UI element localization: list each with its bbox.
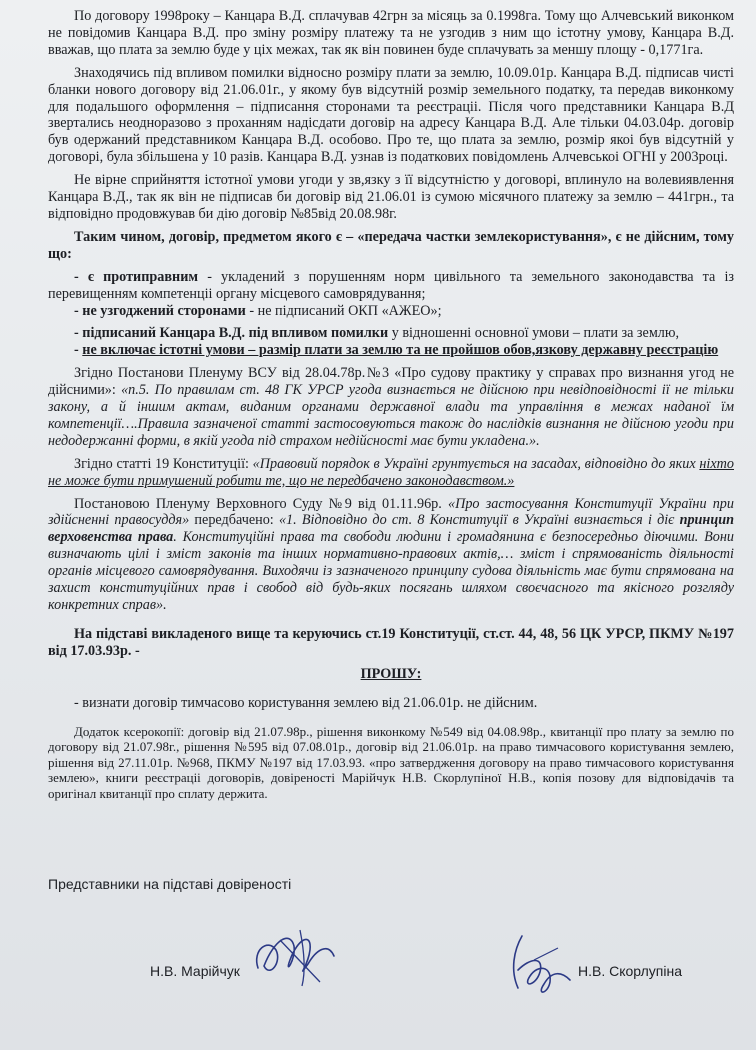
bullet-no-registration-text: не включає істотні умови – размір плати за землю та не пройшов обов,язкову державну реєстрацію (82, 342, 719, 359)
plenum-9-lead: Постановою Пленуму Верховного Суду №9 від 01.11.96р. (74, 495, 448, 512)
constitution-quote-underlined: ніхто не може бути примушений робити те, що не передбачено законодавством.» (48, 455, 734, 489)
plenum-9-rule-of-law: принцип верховенства права (48, 512, 734, 546)
paragraph-error-influence: Знаходячись під впливом помилки відносно розміру плати за землю, 10.09.01р. Канцара В.Д. підписав чисті бланки нового договору від 21.06.01г., у якому був відсутній розмір земельного податку, та передав виконкому для подальшого оформлення – підписання сторонами та реєстраціі. Після чого представники Канцара В.Д звертались неодноразово з проханням надісдати договір на адресу Канцара В.Д. Але тільки 04.03.04р. договір був одержаний представником Канцара В.Д. особово. Про те, що плата за землю, розмір якоі був відсутній у договорі, була збільшена у 10 разів. Канцара В.Д. узнав із податкових повідомлень Алчевськоі ОГНІ у 2003році. (48, 64, 734, 166)
bullet-signed-by-error-bold: - підписаний Канцара В.Д. під впливом помилки (74, 325, 389, 342)
constitution-quote: «Правовий порядок в Україні грунтується на засадах, відповідно до яких (252, 455, 700, 472)
bullet-unlawful (48, 269, 734, 303)
request-item: - визнати договір тимчасово користування землею від 21.06.01р. не дійсним. (74, 694, 538, 711)
plenum-9-quote-a: «1. Відповідно до ст. 8 Конституції в Україні визнається і діє (278, 512, 680, 529)
signature-row (0, 955, 756, 995)
attachments-list: Додаток ксерокопії: договір від 21.07.98р., рішення виконкому №549 від 04.08.98р., квитанції про плату за землю по договору від 21.07.98г., рішення №595 від 07.08.01р., договір від 21.06.01р. на право тимчасового користування землею, рішення від 27.11.01р. №968, ПКМУ №197 від 17.03.93. «про затвердження договору на право тимчасового користування землею», книги реєстраціі договорів, довіреності Марійчук Н.В. Скорлупіної Н.В., копія позову для відповідачів та оригінал квитанції про сплату держита. (48, 723, 734, 801)
signatory-right-name: Н.В. Скорлупіна (578, 963, 682, 979)
bullet-unlawful-bold: - є протиправним (74, 268, 199, 285)
paragraph-plenum-resolution-9 (48, 496, 734, 614)
bullet-not-agreed-text: - не підписаний ОКП «АЖЕО»; (245, 302, 442, 319)
request-title: ПРОШУ: (360, 665, 422, 682)
plenum-3-lead: Згідно Постанови Пленуму ВСУ від 28.04.78р.№3 «Про судову практику у справах про визнання угод не дійсними»: (48, 365, 734, 399)
representatives-label: Представники на підставі довіреності (48, 876, 292, 892)
paragraph-grounds: На підставі викладеного вище та керуючись ст.19 Конституції, ст.ст. 44, 48, 56 ЦК УРСР, ПКМУ №197 від 17.03.93р. - (48, 625, 734, 659)
bullet-signed-by-error (48, 325, 734, 342)
paragraph-constitution-art19 (48, 456, 734, 490)
plenum-9-mid: передбачено: (189, 512, 279, 529)
bullet-signed-by-error-text: у відношенні основної умови – плати за землю, (388, 325, 680, 342)
bullet-no-registration-dash: - (74, 342, 83, 359)
bullet-not-agreed-bold: - не узгоджений сторонами (74, 302, 246, 319)
paragraph-contract-1998: По договору 1998року – Канцара В.Д. сплачував 42грн за місяць за 0.1998га. Тому що Алчевський виконком не повідомив Канцара В.Д. про зміну розміру платежу та не узгодив з ним що істотну умову, Канцара В.Д. вважав, що плата за землю буде у ціх межах, так як він повинен буде сплачувать за меншу площу - 0,1771га. (48, 8, 734, 58)
bullet-not-agreed (48, 303, 734, 320)
plenum-9-title: «Про застосування Конституції України при здійсненні правосуддя» (48, 495, 734, 529)
constitution-lead: Згідно статті 19 Конституції: (74, 455, 253, 472)
plenum-9-quote-b: . Конституційні права та свободи людини і громадянина є безпосередньо діючими. Вони визначають цілі і зміст законів та інших нормативно-правових актів,… зміст і спрямованість діяльності органів місцевого самоврядування. Виходячи із зазначеного принципу судова діяльність має бути спрямована на захист конституційних прав і свобод від будь-яких посягань шляхом своєчасного та якісного розгляду конкретних справ». (48, 529, 734, 613)
plenum-3-quote: «п.5. По правилам ст. 48 ГК УРСР угода визнається не дійсною при невідповідності ії не тільки закону, а й іншим актам, виданим органами державної влади та управління в межах наданої їм компетенції….Правила зазначеної статті застосовуються також до наслідків визнання не дійсною угоди при недодержанні форми, в якій угода під страхом недійсності має бути укладена.». (48, 382, 735, 449)
bullet-unlawful-text: - укладений з порушенням норм цивільного та земельного законодавства та із перевищенням компетенціі органу місцевого самоврядування; (48, 268, 734, 302)
bullet-no-registration (48, 342, 734, 359)
signatory-left-name: Н.В. Марійчук (150, 963, 240, 979)
paragraph-conclusion-lead: Таким чином, договір, предметом якого є – «передача частки землекористування», є не дійсним, тому що: (48, 228, 734, 262)
paragraph-essential-terms: Не вірне сприйняття істотної умови угоди у зв,язку з її відсутністю у договорі, вплинуло на волевиявлення Канцара В.Д., так як він не підписав би договір від 21.06.01 із сумою місячного платежу за землю – 441грн., та відповідно продовжував би дію договір №85від 20.08.98г. (48, 172, 734, 222)
paragraph-plenum-resolution-3 (48, 365, 734, 450)
